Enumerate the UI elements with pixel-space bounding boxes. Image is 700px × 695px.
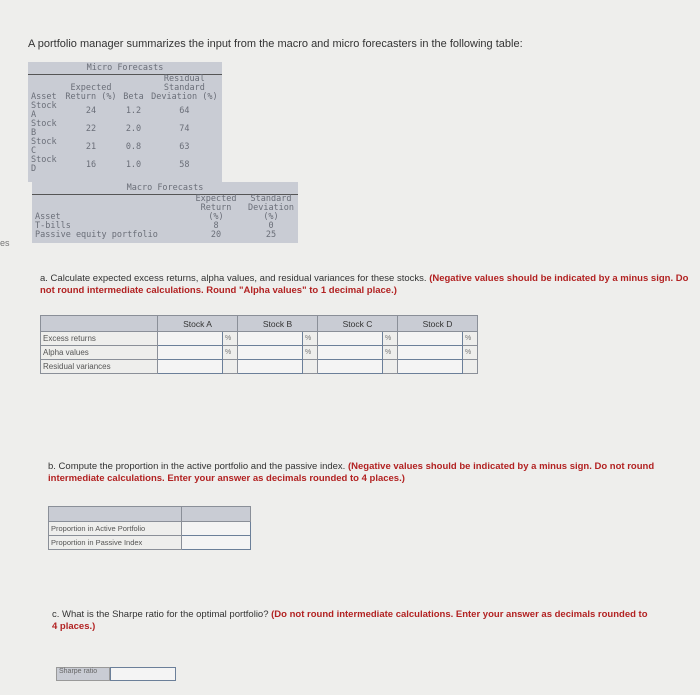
macro-title: Macro Forecasts: [32, 182, 298, 195]
col-header: Stock D: [398, 316, 478, 332]
table-row: [41, 360, 478, 374]
part-a-answer-table: [40, 315, 478, 374]
table-row: [28, 102, 222, 120]
unit: %: [303, 332, 318, 346]
residual-variance-c-input[interactable]: [318, 360, 383, 374]
part-b-question: [48, 461, 668, 485]
unit: %: [463, 346, 478, 360]
cell: 22: [85, 123, 97, 134]
row-label: Residual variances: [41, 360, 158, 374]
row-label: Proportion in Passive Index: [49, 536, 182, 550]
table-row: [41, 332, 478, 346]
question-text: b. Compute the proportion in the active portfolio and the passive index.: [48, 461, 346, 472]
intro-text: A portfolio manager summarizes the input from the macro and micro forecasters in the following table:: [28, 38, 523, 50]
cell: 1.2: [125, 105, 142, 116]
cell: 25: [265, 230, 277, 240]
unit: %: [223, 346, 238, 360]
question-text: c. What is the Sharpe ratio for the optimal portfolio?: [52, 609, 269, 620]
residual-variance-b-input[interactable]: [238, 360, 303, 374]
residual-variance-a-input[interactable]: [158, 360, 223, 374]
row-label: Alpha values: [41, 346, 158, 360]
col-header: Asset: [31, 92, 57, 102]
col-header: Stock C: [318, 316, 398, 332]
question-note: (Negative values should be indicated by a minus sign. Do not round intermediate calculations. Round "Alpha values" to 1 decimal place.): [40, 273, 689, 296]
empty-cell: [223, 360, 238, 374]
unit: %: [383, 346, 398, 360]
cell: 0: [268, 221, 274, 231]
row-label: Proportion in Active Portfolio: [49, 522, 182, 536]
blank-header: [182, 507, 251, 522]
col-header: Residual Standard Deviation (%): [151, 74, 218, 102]
unit: %: [223, 332, 238, 346]
empty-cell: [463, 360, 478, 374]
cell: 74: [179, 123, 190, 134]
cell: 20: [210, 230, 222, 240]
cell: Stock C: [31, 137, 57, 156]
table-row: [41, 346, 478, 360]
cell: 2.0: [125, 123, 142, 134]
excess-return-b-input[interactable]: [238, 332, 303, 346]
blank-header: [41, 316, 158, 332]
cell: Stock B: [31, 119, 57, 138]
cell: Stock D: [31, 155, 57, 174]
cell: 64: [179, 105, 190, 116]
question-note: (Negative values should be indicated by a minus sign. Do not round intermediate calculations. Enter your answer as decimals rounded to 4 places.): [48, 461, 655, 484]
table-row: [49, 536, 251, 550]
unit: %: [383, 332, 398, 346]
residual-variance-d-input[interactable]: [398, 360, 463, 374]
micro-title: Micro Forecasts: [28, 62, 222, 75]
row-label: Excess returns: [41, 332, 158, 346]
alpha-d-input[interactable]: [398, 346, 463, 360]
col-header: Asset: [35, 212, 61, 222]
question-text: a. Calculate expected excess returns, alpha values, and residual variances for these stocks.: [40, 273, 427, 284]
cell: 58: [179, 159, 190, 170]
macro-forecasts-table: [32, 182, 298, 243]
col-header: Beta: [123, 92, 144, 102]
alpha-b-input[interactable]: [238, 346, 303, 360]
col-header: Standard Deviation (%): [247, 194, 295, 222]
passive-proportion-input[interactable]: [182, 536, 251, 550]
table-row: [49, 522, 251, 536]
alpha-a-input[interactable]: [158, 346, 223, 360]
question-note: (Do not round intermediate calculations. Enter your answer as decimals rounded to 4 places.): [52, 609, 648, 632]
cell: 21: [85, 141, 97, 152]
table-row: [28, 120, 222, 138]
col-header: Stock A: [158, 316, 238, 332]
cell: T-bills: [35, 221, 71, 231]
col-header: Expected Return (%): [65, 83, 117, 102]
cell: 16: [85, 159, 97, 170]
table-row: [28, 138, 222, 156]
table-row: [32, 231, 298, 240]
col-header: Expected Return (%): [195, 194, 237, 222]
cell: Stock A: [31, 101, 57, 120]
sharpe-ratio-label: Sharpe ratio: [56, 667, 110, 681]
table-row: [28, 156, 222, 174]
sharpe-ratio-input[interactable]: [110, 667, 176, 681]
cell: Passive equity portfolio: [35, 230, 158, 240]
stray-text: es: [0, 238, 10, 248]
cell: 63: [179, 141, 190, 152]
excess-return-a-input[interactable]: [158, 332, 223, 346]
part-b-answer-table: [48, 506, 251, 550]
sharpe-ratio-row: [56, 667, 176, 681]
excess-return-d-input[interactable]: [398, 332, 463, 346]
cell: 8: [213, 221, 219, 231]
active-proportion-input[interactable]: [182, 522, 251, 536]
micro-forecasts-table: [28, 62, 222, 182]
cell: 1.0: [125, 159, 142, 170]
excess-return-c-input[interactable]: [318, 332, 383, 346]
empty-cell: [303, 360, 318, 374]
part-a-question: [40, 273, 690, 297]
cell: 0.8: [125, 141, 142, 152]
blank-header: [49, 507, 182, 522]
part-c-question: [52, 609, 652, 633]
alpha-c-input[interactable]: [318, 346, 383, 360]
col-header: Stock B: [238, 316, 318, 332]
empty-cell: [383, 360, 398, 374]
cell: 24: [85, 105, 97, 116]
unit: %: [463, 332, 478, 346]
unit: %: [303, 346, 318, 360]
